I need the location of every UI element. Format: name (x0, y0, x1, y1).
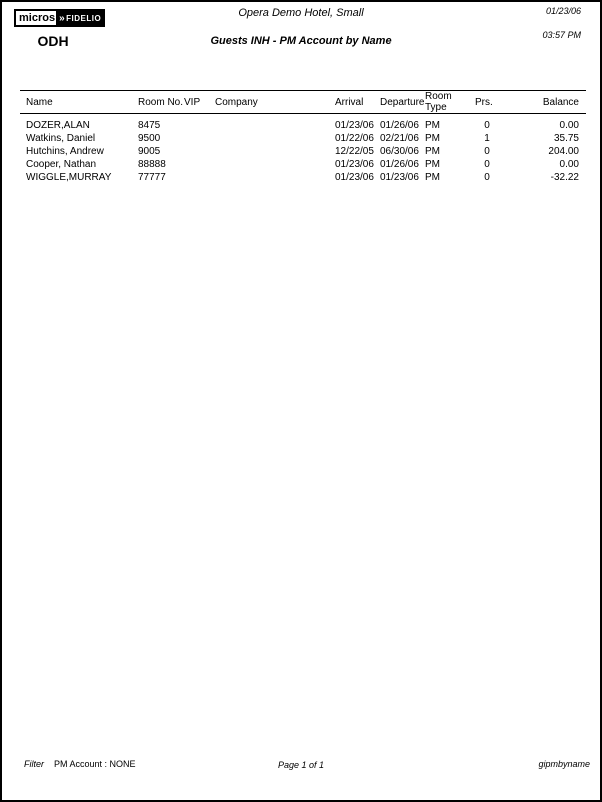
report-id: gipmbyname (538, 759, 590, 769)
cell-departure: 01/23/06 (380, 172, 419, 183)
cell-vip (184, 132, 215, 145)
report-time: 03:57 PM (542, 30, 581, 40)
cell-departure: 01/26/06 (380, 120, 419, 131)
cell-prs: 0 (484, 146, 490, 157)
cell-company (215, 132, 335, 145)
cell-vip (184, 158, 215, 171)
cell-departure: 02/21/06 (380, 133, 419, 144)
cell-arrival: 01/23/06 (335, 159, 374, 170)
cell-name: DOZER,ALAN (26, 120, 90, 131)
cell-room-type: PM (425, 159, 440, 170)
column-header-company: Company (215, 91, 335, 114)
cell-room-no: 9005 (138, 146, 161, 157)
column-header-arrival: Arrival (335, 91, 380, 114)
cell-balance: 0.00 (559, 120, 579, 131)
cell-name: Hutchins, Andrew (26, 146, 104, 157)
cell-room-type: PM (425, 172, 440, 183)
column-header-room-no: Room No. (138, 91, 184, 114)
cell-prs: 0 (484, 120, 490, 131)
hotel-name: Opera Demo Hotel, Small (238, 7, 364, 19)
cell-room-no: 77777 (138, 172, 166, 183)
cell-departure: 01/26/06 (380, 159, 419, 170)
table-row (20, 158, 586, 171)
table-row (20, 114, 586, 133)
column-header-balance: Balance (502, 91, 586, 114)
cell-prs: 1 (484, 133, 490, 144)
cell-room-no: 88888 (138, 159, 166, 170)
cell-balance: 204.00 (548, 146, 579, 157)
column-header-departure: Departure (380, 91, 425, 114)
cell-name: Watkins, Daniel (26, 133, 96, 144)
fidelio-label: FIDELIO (66, 13, 102, 23)
table-row (20, 132, 586, 145)
column-header-room-type: Room Type (425, 91, 472, 114)
cell-room-type: PM (425, 146, 440, 157)
micros-logo-text: micros (14, 9, 58, 27)
report-date: 01/23/06 (545, 6, 581, 16)
logo-arrow-icon: » (59, 12, 66, 24)
guests-table (20, 90, 586, 184)
filter-value: PM Account : NONE (54, 759, 136, 769)
cell-room-no: 8475 (138, 120, 161, 131)
report-title: Guests INH - PM Account by Name (210, 35, 392, 47)
cell-room-no: 9500 (138, 133, 161, 144)
cell-room-type: PM (425, 120, 440, 131)
cell-arrival: 01/22/06 (335, 133, 374, 144)
column-header-vip: VIP (184, 91, 215, 114)
cell-balance: -32.22 (550, 172, 579, 183)
cell-arrival: 12/22/05 (335, 146, 374, 157)
column-header-prs: Prs. (472, 91, 502, 114)
cell-arrival: 01/23/06 (335, 172, 374, 183)
table-row (20, 171, 586, 184)
cell-room-type: PM (425, 133, 440, 144)
cell-company (215, 145, 335, 158)
cell-arrival: 01/23/06 (335, 120, 374, 131)
cell-name: WIGGLE,MURRAY (26, 172, 112, 183)
page-number: Page 1 of 1 (277, 760, 325, 770)
cell-departure: 06/30/06 (380, 146, 419, 157)
cell-company (215, 158, 335, 171)
cell-vip (184, 145, 215, 158)
cell-name: Cooper, Nathan (26, 159, 97, 170)
cell-balance: 35.75 (553, 133, 579, 144)
property-code: ODH (37, 33, 69, 49)
table-row (20, 145, 586, 158)
cell-prs: 0 (484, 172, 490, 183)
cell-vip (184, 171, 215, 184)
filter-label: Filter (24, 759, 44, 769)
cell-balance: 0.00 (559, 159, 579, 170)
cell-company (215, 114, 335, 133)
cell-vip (184, 114, 215, 133)
table-header-row (20, 91, 586, 114)
cell-prs: 0 (484, 159, 490, 170)
column-header-name: Name (20, 91, 138, 114)
cell-company (215, 171, 335, 184)
